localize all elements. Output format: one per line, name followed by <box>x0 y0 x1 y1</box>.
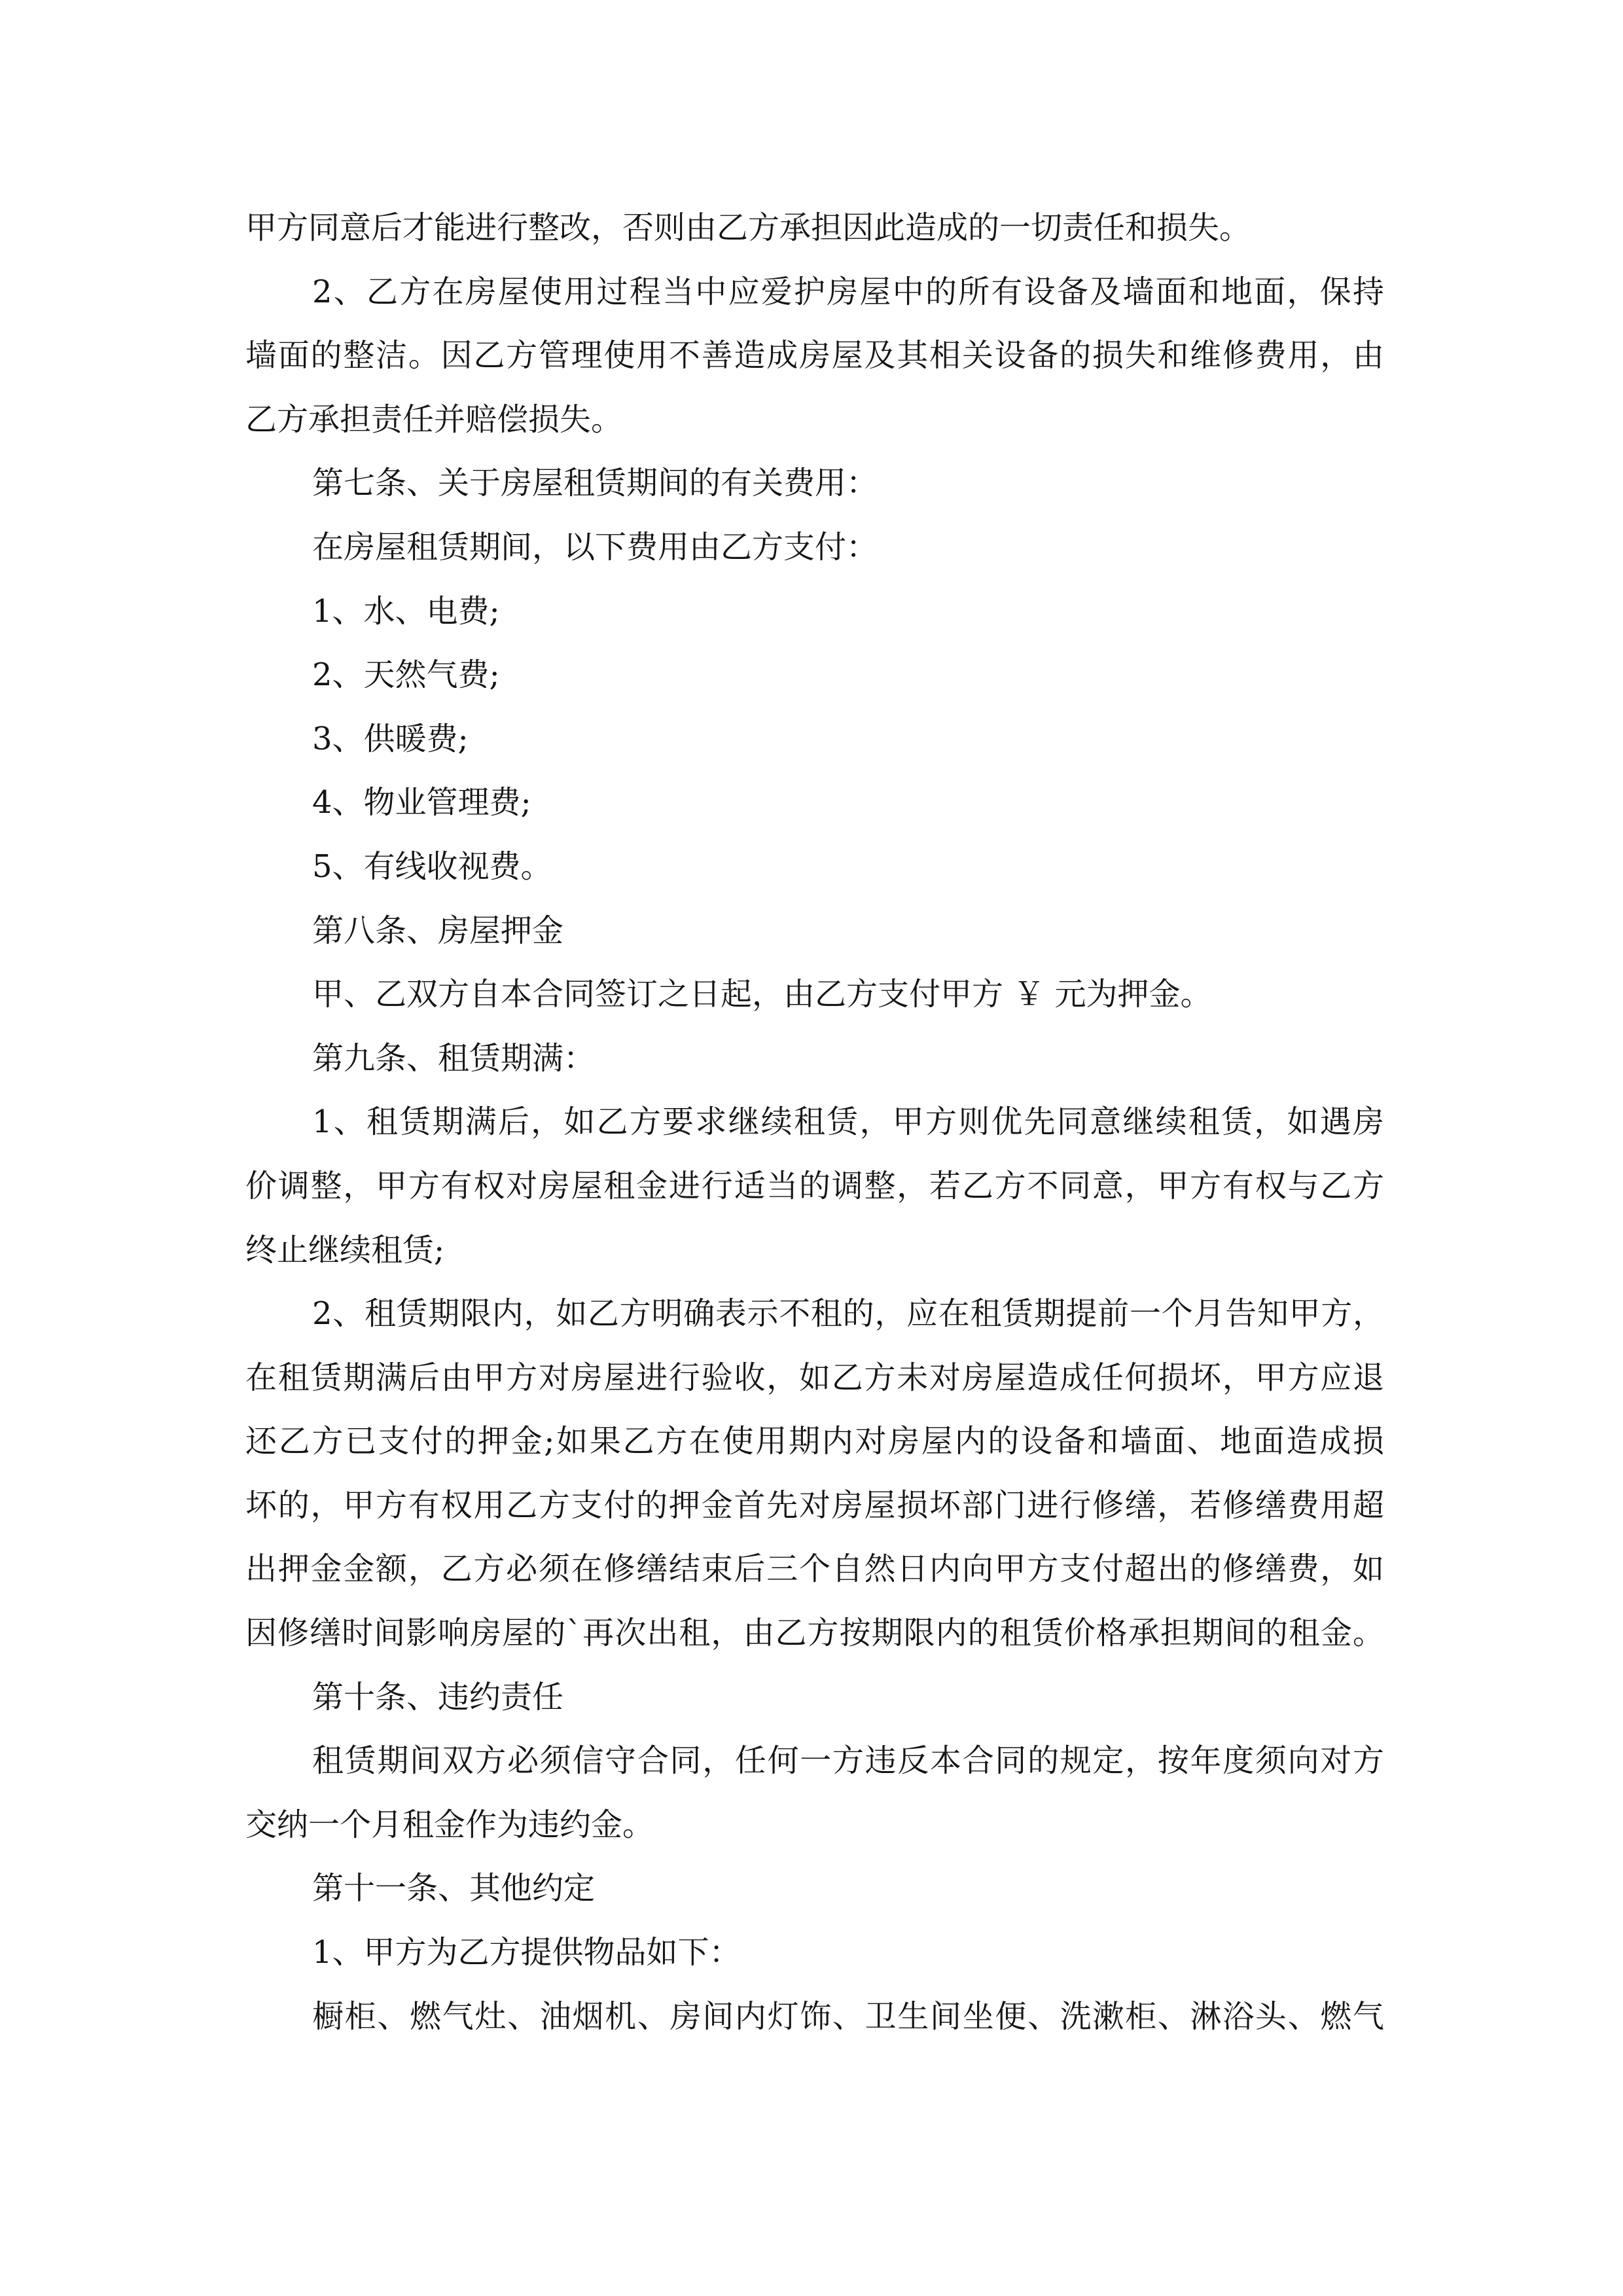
section-heading: 第十条、违约责任 <box>312 1678 564 1715</box>
paragraph-line: 1、租赁期满后，如乙方要求继续租赁，甲方则优先同意继续租赁，如遇房 <box>312 1103 1384 1141</box>
section-heading: 第九条、租赁期满： <box>312 1039 596 1077</box>
list-item: 5、有线收视费。 <box>312 848 552 885</box>
paragraph-line: 终止继续租赁; <box>245 1231 445 1268</box>
paragraph-line: 坏的，甲方有权用乙方支付的押金首先对房屋损坏部门进行修缮，若修缮费用超 <box>245 1486 1384 1524</box>
section-heading: 第八条、房屋押金 <box>312 912 564 949</box>
paragraph-line: 在房屋租赁期间，以下费用由乙方支付： <box>312 528 878 565</box>
paragraph-line: 1、甲方为乙方提供物品如下： <box>312 1934 741 1971</box>
paragraph-line: 租赁期间双方必须信守合同，任何一方违反本合同的规定，按年度须向对方 <box>312 1742 1384 1780</box>
list-item: 2、天然气费; <box>312 656 500 694</box>
paragraph-line: 2、乙方在房屋使用过程当中应爱护房屋中的所有设备及墙面和地面，保持 <box>312 273 1384 310</box>
list-item: 4、物业管理费; <box>312 784 531 821</box>
paragraph-line: 2、租赁期限内，如乙方明确表示不租的，应在租赁期提前一个月告知甲方， <box>312 1295 1384 1333</box>
section-heading: 第七条、关于房屋租赁期间的有关费用： <box>312 465 878 502</box>
list-item: 3、供暖费; <box>312 720 469 757</box>
paragraph-line: 出押金金额，乙方必须在修缮结束后三个自然日内向甲方支付超出的修缮费，如 <box>245 1551 1384 1588</box>
list-item: 1、水、电费; <box>312 592 500 630</box>
document-body <box>245 196 1384 2049</box>
paragraph-line: 墙面的整洁。因乙方管理使用不善造成房屋及其相关设备的损失和维修费用，由 <box>245 337 1384 374</box>
paragraph-line: 甲、乙双方自本合同签订之日起，由乙方支付甲方 ￥ 元为押金。 <box>312 976 1212 1013</box>
paragraph-line: 因修缮时间影响房屋的`再次出租，由乙方按期限内的租赁价格承担期间的租金。 <box>245 1615 1384 1652</box>
section-heading: 第十一条、其他约定 <box>312 1870 596 1907</box>
paragraph-line: 还乙方已支付的押金;如果乙方在使用期内对房屋内的设备和墙面、地面造成损 <box>245 1423 1384 1460</box>
paragraph-line: 价调整，甲方有权对房屋租金进行适当的调整，若乙方不同意，甲方有权与乙方 <box>245 1167 1384 1204</box>
paragraph-line: 乙方承担责任并赔偿损失。 <box>245 401 623 438</box>
paragraph-line: 在租赁期满后由甲方对房屋进行验收，如乙方未对房屋造成任何损坏，甲方应退 <box>245 1359 1384 1396</box>
paragraph-line: 橱柜、燃气灶、油烟机、房间内灯饰、卫生间坐便、洗漱柜、淋浴头、燃气 <box>312 1998 1384 2035</box>
paragraph-line: 甲方同意后才能进行整改，否则由乙方承担因此造成的一切责任和损失。 <box>245 209 1251 246</box>
paragraph-line: 交纳一个月租金作为违约金。 <box>245 1806 654 1843</box>
